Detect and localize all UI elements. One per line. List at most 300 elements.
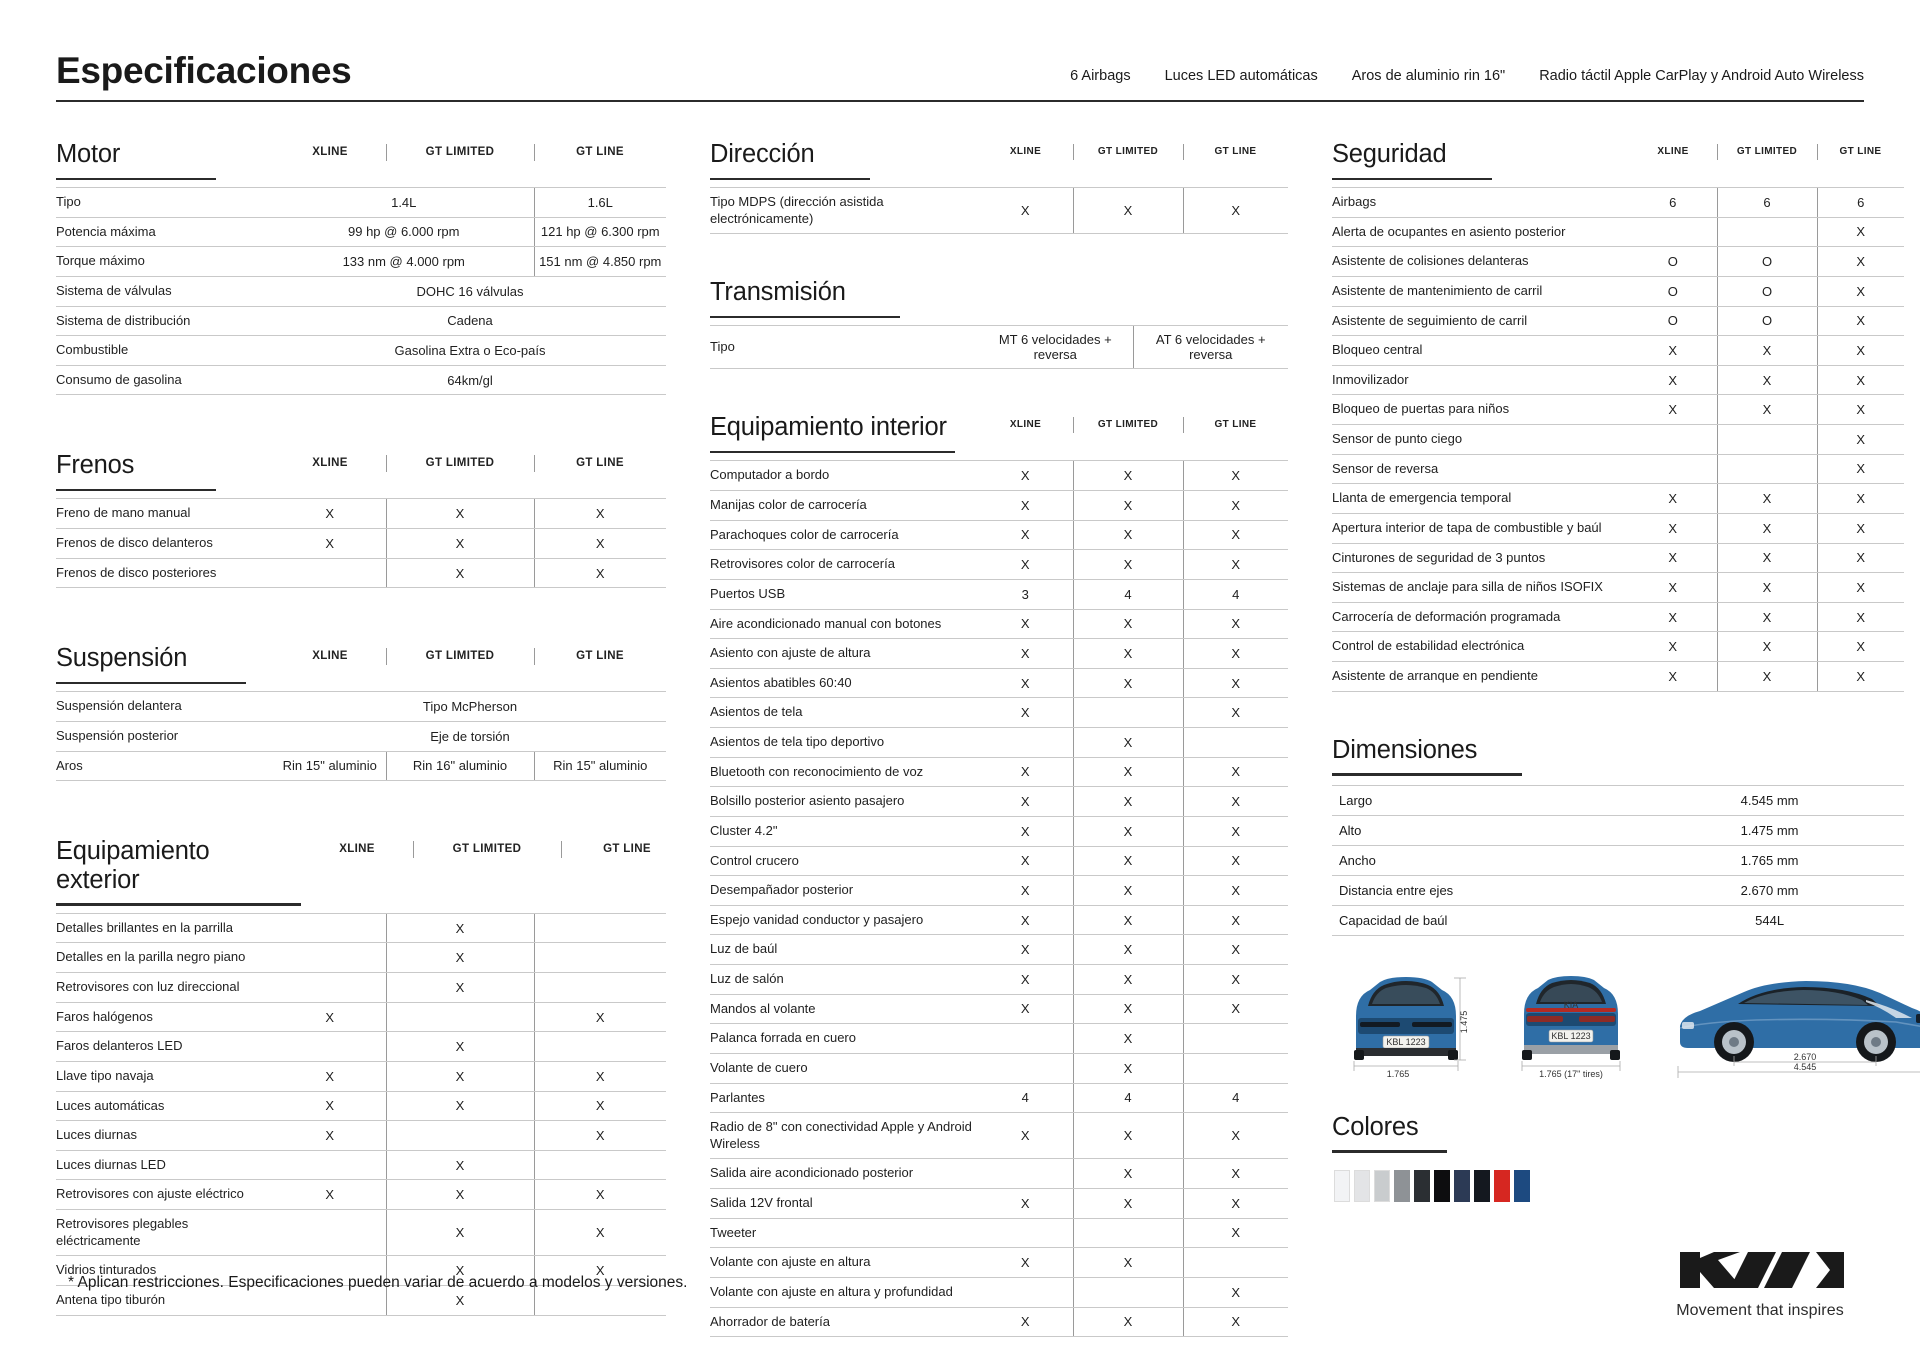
cell-value: Eje de torsión	[274, 722, 666, 752]
table-row	[710, 491, 1288, 521]
color-swatch[interactable]	[1434, 1170, 1450, 1202]
cell-label: Salida aire acondicionado posterior	[710, 1159, 978, 1189]
cell-mark: X	[1183, 1277, 1288, 1307]
section-title-frenos: Frenos	[56, 451, 135, 480]
cell-mark: X	[1073, 1189, 1183, 1219]
cell-label: Parachoques color de carrocería	[710, 520, 978, 550]
table-row	[710, 1159, 1288, 1189]
cell-mark: X	[1183, 520, 1288, 550]
table-row	[710, 965, 1288, 995]
table-row	[710, 816, 1288, 846]
cell-mark: X	[386, 1061, 534, 1091]
header-feature-list	[1070, 68, 1864, 89]
cell-mark: X	[534, 529, 666, 559]
cell-mark: X	[1073, 639, 1183, 669]
table-equipamiento-interior	[710, 460, 1288, 1337]
cell-mark: X	[534, 1180, 666, 1210]
cell-label: Frenos de disco delanteros	[56, 529, 274, 559]
table-direccion	[710, 187, 1288, 234]
page-title: Especificaciones	[56, 50, 352, 91]
section-direccion	[710, 138, 1288, 234]
table-row	[710, 905, 1288, 935]
cell-mark: X	[274, 1091, 386, 1121]
cell-label: Distancia entre ejes	[1332, 875, 1635, 905]
cell-label: Palanca forrada en cuero	[710, 1024, 978, 1054]
table-row	[710, 1218, 1288, 1248]
cell-label: Luces diurnas	[56, 1121, 274, 1151]
table-row	[710, 188, 1288, 234]
cell-mark: X	[1183, 668, 1288, 698]
cell-mark: X	[1073, 876, 1183, 906]
table-row	[56, 913, 666, 943]
trim-gt-limited: GT LIMITED	[386, 457, 534, 469]
trim-gt-limited: GT LIMITED	[386, 650, 534, 662]
cell-mark	[978, 1053, 1073, 1083]
cell-label: Freno de mano manual	[56, 499, 274, 529]
cell-mark: X	[1629, 543, 1717, 573]
cell-label: Desempañador posterior	[710, 876, 978, 906]
cell-mark	[274, 558, 386, 588]
cell-mark: X	[978, 609, 1073, 639]
cell-mark: X	[1073, 550, 1183, 580]
table-row	[56, 1121, 666, 1151]
cell-mark: X	[1073, 668, 1183, 698]
cell-mark: X	[1717, 513, 1817, 543]
cell-mark: X	[1629, 395, 1717, 425]
cell-label: Faros delanteros LED	[56, 1032, 274, 1062]
cell-label: Ahorrador de batería	[710, 1307, 978, 1337]
cell-mark: 4	[1183, 1083, 1288, 1113]
cell-mark: X	[274, 1061, 386, 1091]
table-row	[710, 994, 1288, 1024]
cell-label: Airbags	[1332, 188, 1629, 218]
table-row	[1332, 785, 1904, 815]
cell-mark: X	[1629, 573, 1717, 603]
cell-label: Mandos al volante	[710, 994, 978, 1024]
figure-side-view	[1666, 966, 1920, 1081]
cell-mark	[274, 913, 386, 943]
dim-wheelbase: 2.670	[1793, 1051, 1817, 1062]
table-frenos-body	[56, 499, 666, 588]
trim-gt-limited: GT LIMITED	[1073, 419, 1183, 430]
cell-label: Asientos de tela tipo deportivo	[710, 728, 978, 758]
cell-mark: X	[274, 1002, 386, 1032]
cell-mark: X	[1629, 513, 1717, 543]
cell-mark: X	[386, 1091, 534, 1121]
cell-label: Retrovisores color de carrocería	[710, 550, 978, 580]
cell-mark: X	[1817, 425, 1904, 455]
section-underline	[710, 316, 900, 319]
table-row	[56, 499, 666, 529]
table-row	[1332, 217, 1904, 247]
cell-mark: X	[978, 757, 1073, 787]
plate-text-front: KBL 1223	[1386, 1036, 1426, 1047]
section-underline	[710, 451, 955, 454]
cell-label: Tweeter	[710, 1218, 978, 1248]
color-swatch[interactable]	[1474, 1170, 1490, 1202]
cell-mark	[1073, 698, 1183, 728]
color-swatch[interactable]	[1454, 1170, 1470, 1202]
trim-gt-line: GT LINE	[534, 146, 666, 158]
color-swatch[interactable]	[1414, 1170, 1430, 1202]
cell-mark: X	[386, 499, 534, 529]
table-row	[56, 529, 666, 559]
cell-mark: X	[534, 1210, 666, 1256]
cell-label: Detalles en la parilla negro piano	[56, 943, 274, 973]
cell-label: Faros halógenos	[56, 1002, 274, 1032]
cell-mark: X	[978, 698, 1073, 728]
table-row	[710, 1248, 1288, 1278]
section-underline	[1332, 178, 1492, 181]
cell-mark: X	[1717, 336, 1817, 366]
cell-mark: X	[1817, 454, 1904, 484]
cell-label: Antena tipo tiburón	[56, 1285, 274, 1315]
car-rear-svg	[1496, 966, 1646, 1081]
table-row	[710, 757, 1288, 787]
cell-value: 151 nm @ 4.850 rpm	[534, 247, 666, 277]
table-row	[1332, 484, 1904, 514]
cell-label: Retrovisores con ajuste eléctrico	[56, 1180, 274, 1210]
figure-rear-view	[1496, 966, 1646, 1081]
svg-text:KIA: KIA	[1563, 999, 1579, 1010]
cell-label: Asistente de seguimiento de carril	[1332, 306, 1629, 336]
cell-mark: X	[1073, 1024, 1183, 1054]
car-side-svg	[1666, 966, 1920, 1081]
cell-label: Inmovilizador	[1332, 365, 1629, 395]
section-title-seguridad: Seguridad	[1332, 140, 1447, 168]
table-row	[1332, 632, 1904, 662]
kia-brand-block	[1670, 1244, 1850, 1320]
cell-label: Puertos USB	[710, 579, 978, 609]
table-row	[710, 609, 1288, 639]
header-feature: Aros de aluminio rin 16"	[1351, 68, 1506, 84]
table-row	[710, 461, 1288, 491]
cell-label: Aire acondicionado manual con botones	[710, 609, 978, 639]
cell-mark: X	[1073, 491, 1183, 521]
cell-label: Largo	[1332, 785, 1635, 815]
cell-mark: 4	[978, 1083, 1073, 1113]
table-row	[56, 751, 666, 781]
cell-mark: X	[1183, 876, 1288, 906]
cell-mark: X	[1073, 728, 1183, 758]
table-row	[56, 247, 666, 277]
table-row	[56, 1032, 666, 1062]
brand-tagline: Movement that inspires	[1676, 1302, 1844, 1319]
cell-label: Cinturones de seguridad de 3 puntos	[1332, 543, 1629, 573]
cell-label: Computador a bordo	[710, 461, 978, 491]
cell-label: Carrocería de deformación programada	[1332, 602, 1629, 632]
cell-value: Cadena	[274, 306, 666, 336]
trim-gt-limited: GT LIMITED	[1073, 146, 1183, 157]
cell-mark: X	[386, 1285, 534, 1315]
cell-mark: X	[1629, 484, 1717, 514]
cell-label: Frenos de disco posteriores	[56, 558, 274, 588]
cell-label: Suspensión delantera	[56, 692, 274, 722]
cell-mark: X	[1073, 609, 1183, 639]
table-row	[1332, 247, 1904, 277]
table-row	[1332, 845, 1904, 875]
table-row	[1332, 395, 1904, 425]
cell-mark	[1629, 454, 1717, 484]
cell-label: Asientos abatibles 60:40	[710, 668, 978, 698]
cell-mark: X	[1817, 276, 1904, 306]
trim-gt-line: GT LINE	[1183, 419, 1288, 430]
cell-mark: X	[1073, 905, 1183, 935]
table-row	[710, 1189, 1288, 1219]
table-equipamiento-interior-body	[710, 461, 1288, 1337]
cell-label: Volante con ajuste en altura y profundidad	[710, 1277, 978, 1307]
table-suspension	[56, 691, 666, 781]
cell-mark: X	[1073, 816, 1183, 846]
table-equipamiento-exterior	[56, 913, 666, 1316]
cell-mark: X	[1629, 662, 1717, 692]
section-title-colores: Colores	[1332, 1112, 1419, 1141]
cell-value: 1.765 mm	[1635, 845, 1904, 875]
table-row	[56, 1002, 666, 1032]
header-divider	[56, 100, 1864, 102]
cell-mark	[1073, 1277, 1183, 1307]
table-motor	[56, 187, 666, 395]
cell-mark: X	[1073, 994, 1183, 1024]
cell-value: 2.670 mm	[1635, 875, 1904, 905]
table-row	[56, 973, 666, 1003]
cell-mark	[534, 1032, 666, 1062]
table-row	[56, 365, 666, 395]
cell-mark: X	[978, 1248, 1073, 1278]
cell-mark: X	[1183, 550, 1288, 580]
cell-mark: X	[1817, 247, 1904, 277]
cell-value: 1.475 mm	[1635, 815, 1904, 845]
cell-value: 99 hp @ 6.000 rpm	[274, 217, 534, 247]
figure-front-view	[1336, 966, 1476, 1081]
cell-mark	[274, 1032, 386, 1062]
table-row	[1332, 425, 1904, 455]
cell-label: Asistente de mantenimiento de carril	[1332, 276, 1629, 306]
table-transmision-body	[710, 326, 1288, 369]
table-row	[1332, 454, 1904, 484]
cell-mark: X	[534, 1061, 666, 1091]
table-motor-body	[56, 188, 666, 395]
cell-mark: X	[1183, 846, 1288, 876]
cell-value: Gasolina Extra o Eco-país	[274, 336, 666, 366]
cell-mark	[1629, 425, 1717, 455]
table-row	[56, 276, 666, 306]
trim-header-row	[978, 138, 1288, 157]
cell-mark: X	[1073, 787, 1183, 817]
section-equipamiento-interior	[710, 411, 1288, 1337]
section-underline	[56, 682, 246, 685]
cell-mark: X	[1183, 787, 1288, 817]
section-colores	[1332, 1111, 1904, 1202]
cell-mark	[534, 913, 666, 943]
table-row	[710, 1113, 1288, 1159]
cell-label: Luz de salón	[710, 965, 978, 995]
spec-columns	[56, 138, 1882, 1339]
table-dimensiones-body	[1332, 785, 1904, 935]
cell-label: Retrovisores con luz direccional	[56, 973, 274, 1003]
cell-mark: X	[1183, 188, 1288, 234]
table-row	[1332, 365, 1904, 395]
cell-label: Alerta de ocupantes en asiento posterior	[1332, 217, 1629, 247]
cell-mark: X	[386, 1210, 534, 1256]
cell-mark: X	[1817, 632, 1904, 662]
section-underline	[56, 489, 216, 492]
table-row	[710, 1307, 1288, 1337]
cell-mark: X	[534, 1121, 666, 1151]
section-seguridad	[1332, 138, 1904, 692]
cell-mark: O	[1717, 247, 1817, 277]
dim-front-height: 1.475	[1459, 1010, 1469, 1033]
cell-mark	[534, 943, 666, 973]
table-row	[1332, 188, 1904, 218]
cell-mark	[978, 728, 1073, 758]
cell-mark: X	[1073, 1307, 1183, 1337]
trim-xline: XLINE	[1009, 146, 1042, 157]
cell-mark: X	[1717, 365, 1817, 395]
cell-mark	[274, 1210, 386, 1256]
cell-mark: X	[1183, 491, 1288, 521]
table-row	[1332, 875, 1904, 905]
cell-label: Radio de 8" con conectividad Apple y Android Wireless	[710, 1113, 978, 1159]
dimension-figures	[1332, 966, 1904, 1081]
color-swatch[interactable]	[1374, 1170, 1390, 1202]
cell-mark: X	[534, 499, 666, 529]
table-seguridad	[1332, 187, 1904, 692]
table-row	[710, 668, 1288, 698]
trim-xline: XLINE	[312, 457, 348, 470]
section-underline	[1332, 1150, 1447, 1153]
section-underline	[56, 903, 301, 906]
cell-mark	[978, 1218, 1073, 1248]
cell-mark: X	[534, 1091, 666, 1121]
cell-mark: X	[1183, 639, 1288, 669]
cell-mark: X	[1073, 757, 1183, 787]
cell-mark: X	[978, 965, 1073, 995]
cell-label: Consumo de gasolina	[56, 365, 274, 395]
cell-mark: X	[274, 1121, 386, 1151]
cell-label: Detalles brillantes en la parrilla	[56, 913, 274, 943]
cell-mark: X	[386, 558, 534, 588]
cell-mark: X	[386, 1150, 534, 1180]
table-row	[56, 943, 666, 973]
section-equipamiento-exterior	[56, 835, 666, 1315]
cell-mark: X	[978, 876, 1073, 906]
cell-mark	[1717, 425, 1817, 455]
section-title-dimensiones: Dimensiones	[1332, 735, 1478, 764]
table-row	[710, 698, 1288, 728]
table-row	[710, 550, 1288, 580]
cell-mark	[1073, 1218, 1183, 1248]
cell-label: Asiento con ajuste de altura	[710, 639, 978, 669]
cell-mark: X	[978, 994, 1073, 1024]
table-row	[1332, 602, 1904, 632]
cell-mark	[1183, 728, 1288, 758]
trim-header-row	[274, 449, 666, 469]
cell-mark: X	[1073, 965, 1183, 995]
cell-label: Aros	[56, 751, 274, 781]
color-swatch[interactable]	[1394, 1170, 1410, 1202]
cell-mark: O	[1629, 306, 1717, 336]
cell-mark: O	[1717, 276, 1817, 306]
cell-mark: X	[386, 913, 534, 943]
section-underline	[1332, 773, 1522, 776]
trim-header-row	[978, 411, 1288, 430]
cell-mark: X	[1183, 757, 1288, 787]
color-swatch[interactable]	[1514, 1170, 1530, 1202]
table-row	[1332, 905, 1904, 935]
table-frenos	[56, 498, 666, 588]
table-row	[710, 326, 1288, 369]
table-row	[710, 787, 1288, 817]
car-front-svg	[1336, 966, 1476, 1081]
cell-mark: X	[1183, 935, 1288, 965]
cell-mark	[978, 1024, 1073, 1054]
color-swatch[interactable]	[1354, 1170, 1370, 1202]
plate-text-rear: KBL 1223	[1551, 1030, 1591, 1041]
cell-mark: X	[1629, 602, 1717, 632]
trim-gt-line: GT LINE	[1817, 146, 1904, 157]
cell-label: Llave tipo navaja	[56, 1061, 274, 1091]
cell-mark: X	[1817, 306, 1904, 336]
color-swatch[interactable]	[1334, 1170, 1350, 1202]
color-swatch[interactable]	[1494, 1170, 1510, 1202]
cell-label: Bluetooth con reconocimiento de voz	[710, 757, 978, 787]
cell-mark: X	[386, 1180, 534, 1210]
cell-mark: X	[1073, 935, 1183, 965]
cell-mark	[274, 1150, 386, 1180]
cell-mark: X	[978, 905, 1073, 935]
cell-value: MT 6 velocidades + reversa	[978, 326, 1133, 369]
cell-mark: X	[1183, 994, 1288, 1024]
cell-value: 64km/gl	[274, 365, 666, 395]
table-row	[56, 692, 666, 722]
trim-gt-limited: GT LIMITED	[413, 843, 561, 855]
table-row	[1332, 513, 1904, 543]
cell-mark: X	[1817, 484, 1904, 514]
cell-label: Bloqueo de puertas para niños	[1332, 395, 1629, 425]
cell-mark: X	[1073, 520, 1183, 550]
cell-label: Asistente de colisiones delanteras	[1332, 247, 1629, 277]
cell-mark: X	[1629, 365, 1717, 395]
cell-mark	[1183, 1024, 1288, 1054]
table-equipamiento-exterior-body	[56, 913, 666, 1315]
cell-mark: X	[1183, 1307, 1288, 1337]
cell-label: Luces automáticas	[56, 1091, 274, 1121]
cell-mark	[1183, 1248, 1288, 1278]
cell-mark: 3	[978, 579, 1073, 609]
cell-mark: X	[1717, 662, 1817, 692]
cell-mark: X	[978, 550, 1073, 580]
cell-mark: X	[1817, 365, 1904, 395]
column-right	[1332, 138, 1904, 1202]
cell-value: 133 nm @ 4.000 rpm	[274, 247, 534, 277]
table-seguridad-body	[1332, 188, 1904, 692]
cell-mark: X	[1073, 1053, 1183, 1083]
trim-gt-limited: GT LIMITED	[1717, 146, 1817, 157]
cell-mark: X	[1817, 543, 1904, 573]
cell-mark: X	[1817, 573, 1904, 603]
cell-mark: X	[1817, 662, 1904, 692]
cell-label: Asientos de tela	[710, 698, 978, 728]
table-row	[710, 1024, 1288, 1054]
cell-mark: X	[1073, 1159, 1183, 1189]
cell-mark: X	[1183, 1189, 1288, 1219]
cell-mark	[978, 1277, 1073, 1307]
cell-mark	[1183, 1053, 1288, 1083]
table-row	[56, 1210, 666, 1256]
cell-mark: X	[534, 1002, 666, 1032]
table-suspension-body	[56, 692, 666, 781]
